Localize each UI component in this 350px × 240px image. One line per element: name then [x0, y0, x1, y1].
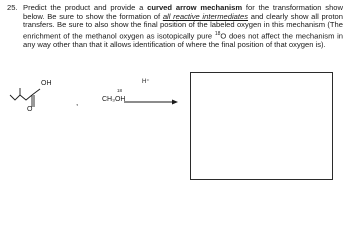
question-text-1: Predict the product and provide a — [23, 3, 148, 12]
carbonyl-oxygen-label: O — [27, 106, 33, 113]
question-text-3: and clearly show all proton transfers. Be sure to also show the final position of the labeled oxygen in this mechanism (The enrichment of the methanol oxygen as isotopically pure — [23, 11, 343, 41]
reagent-separator: , — [76, 98, 79, 107]
hydroxyl-label: OH — [41, 80, 52, 87]
question-text-4: O does not affect the mechanism in any way other than that it allows identification of where the final position of that oxygen is). — [23, 31, 343, 50]
reaction-arrow-icon — [124, 96, 178, 108]
question-bold: curved arrow mechanism — [147, 3, 243, 12]
iso-mass: 18 — [214, 31, 221, 38]
answer-box[interactable] — [190, 72, 333, 180]
acid-catalyst-label: H⁺ — [142, 79, 150, 85]
question-number: 25. — [7, 3, 18, 12]
methanol-reagent: CH₃OH — [102, 96, 126, 103]
reagent-isotope-label: 18 — [117, 88, 123, 93]
question-text-2: for the transformation show below. Be sure to show the formation of — [23, 3, 343, 21]
question-italic: all reactive intermediates — [162, 11, 249, 21]
